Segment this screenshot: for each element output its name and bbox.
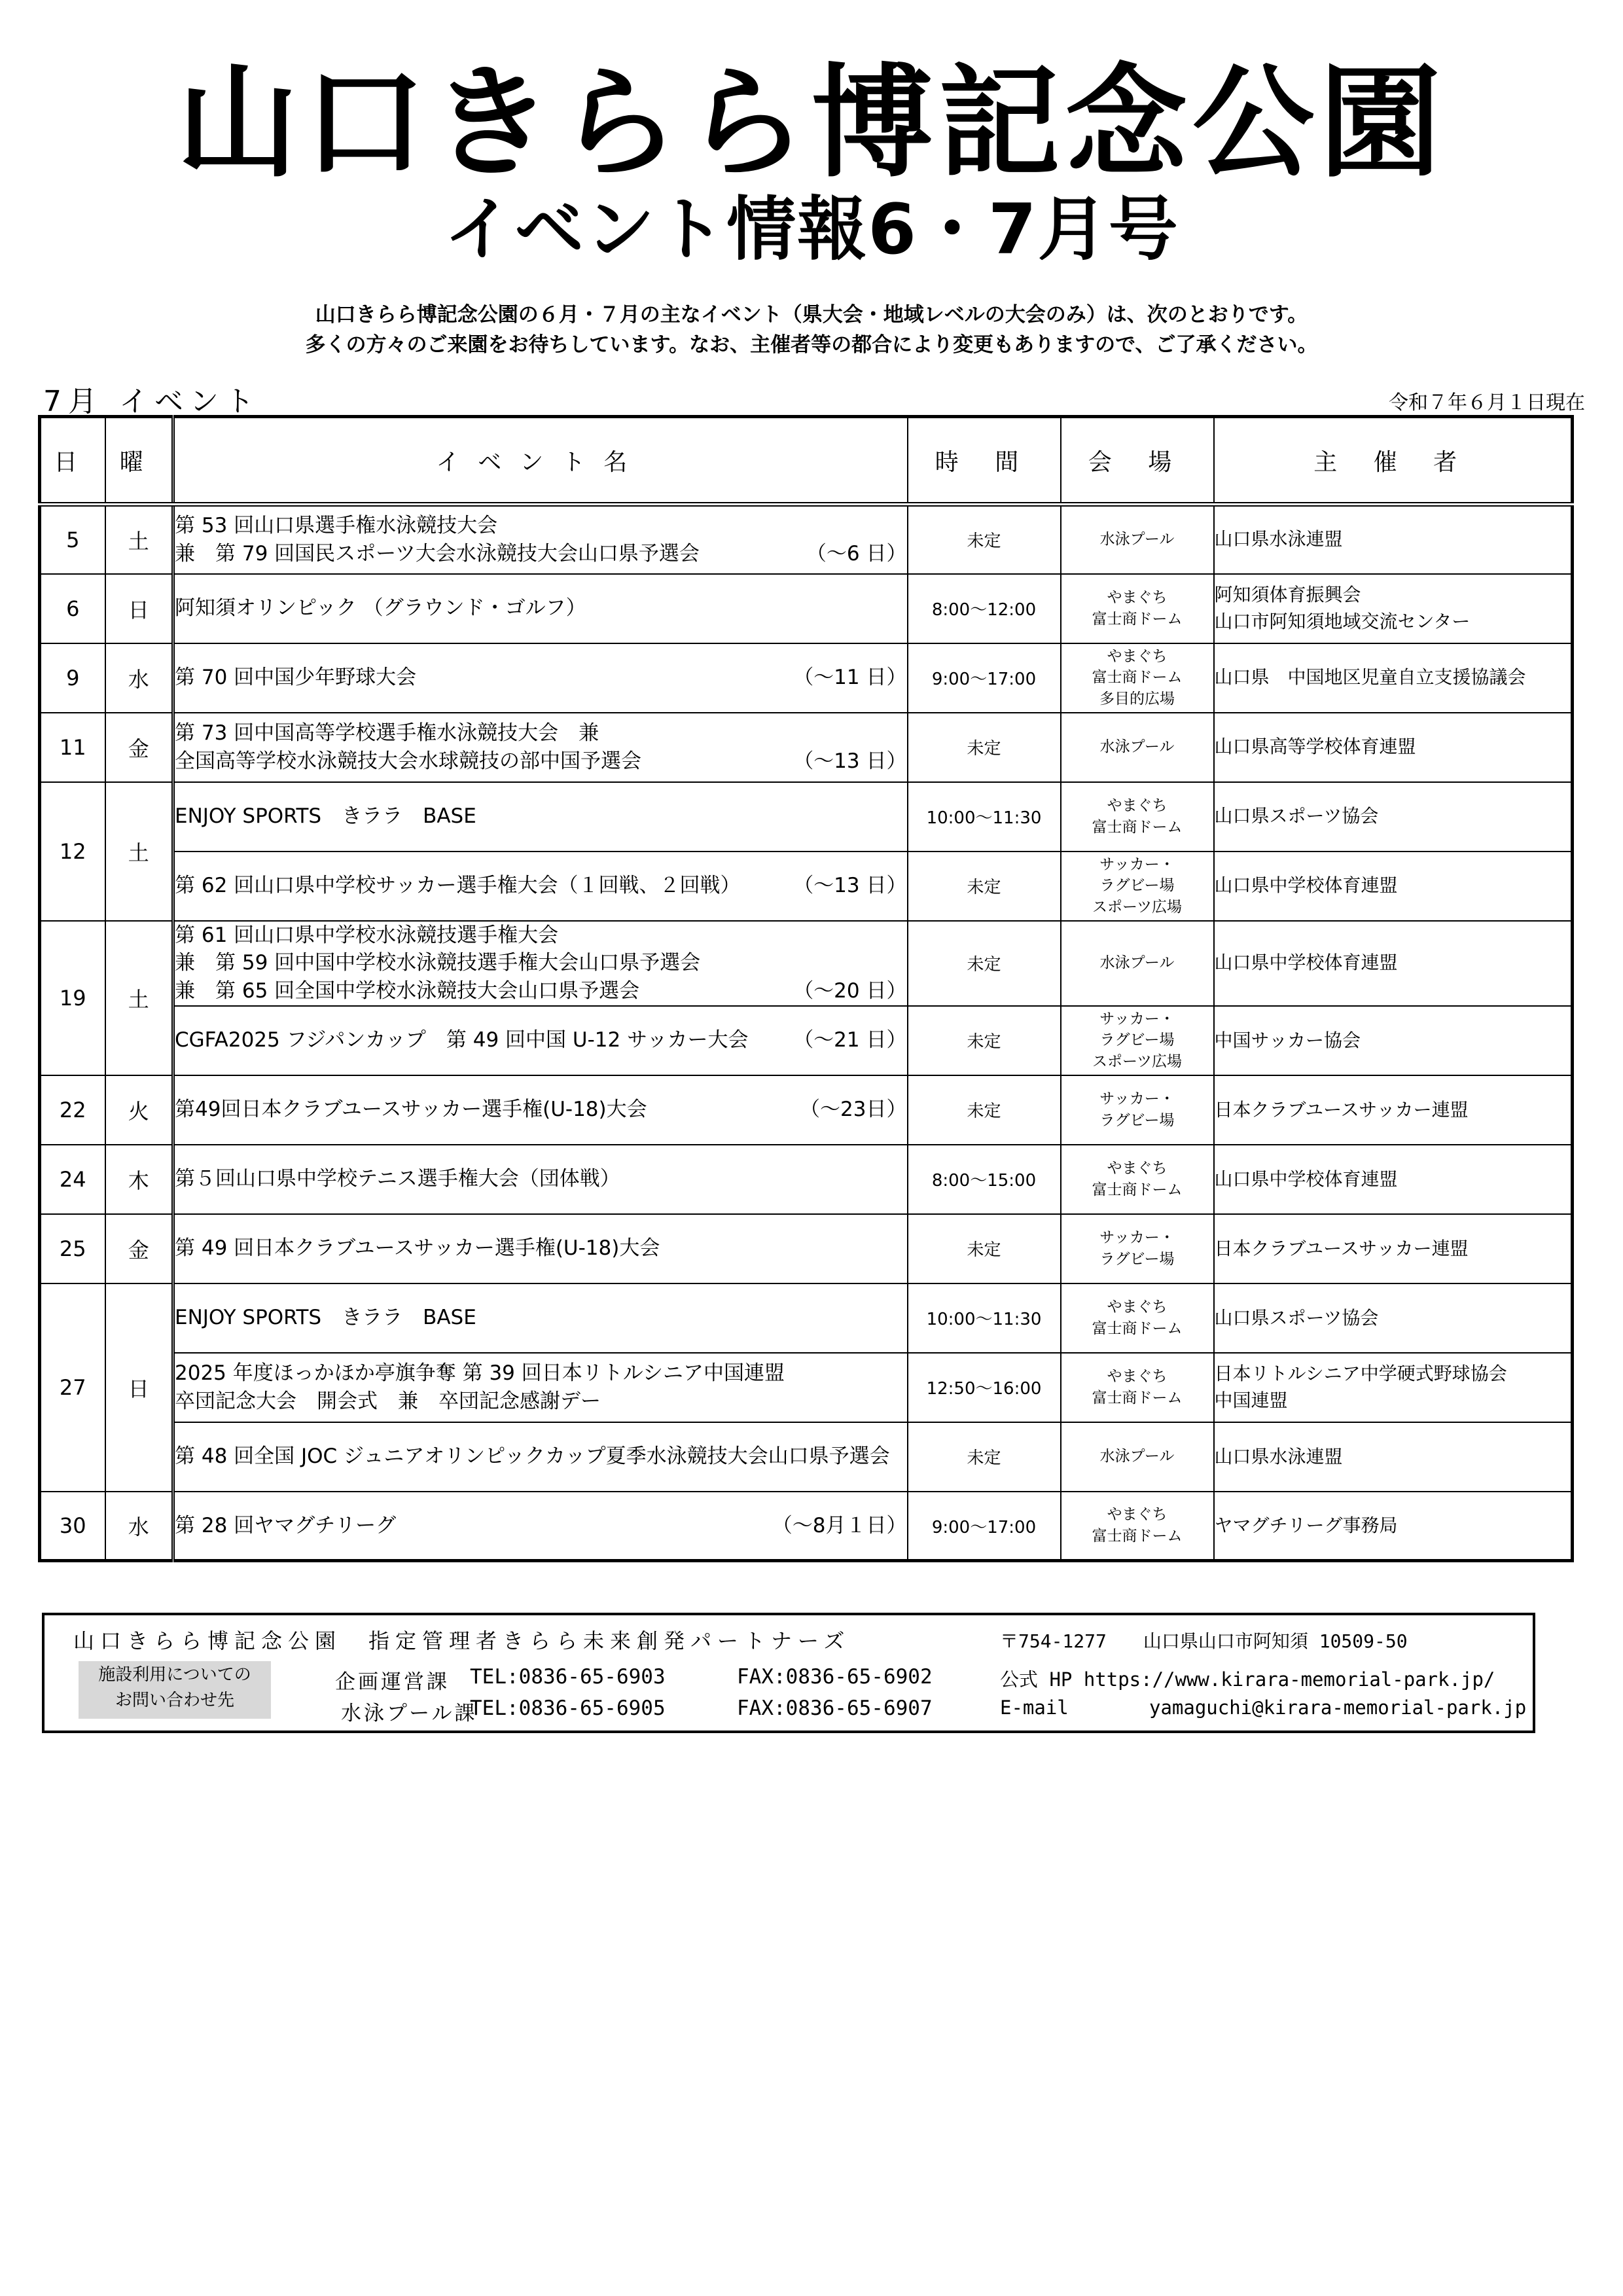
email-label: E-mail xyxy=(1000,1696,1069,1719)
organizer-cell xyxy=(1214,1422,1573,1492)
footer-title: 山口きらら博記念公園 指定管理者きらら未来創発パートナーズ xyxy=(73,1628,851,1653)
day-cell: 6 xyxy=(40,574,105,643)
header-venue: 会 場 xyxy=(1061,417,1214,505)
organizer-cell xyxy=(1214,1283,1573,1353)
event-name-line xyxy=(175,719,907,747)
event-period: （～6 日） xyxy=(806,541,907,565)
time-cell: 8:00～15:00 xyxy=(908,1145,1061,1214)
event-period: （～13 日） xyxy=(793,874,907,898)
event-name-line xyxy=(175,1026,907,1054)
organizer-line: 山口県中学校体育連盟 xyxy=(1214,874,1398,897)
weekday-cell: 日 xyxy=(105,1283,173,1492)
table-row xyxy=(40,1492,1573,1561)
event-name-line xyxy=(175,540,907,568)
event-name-text: 第 73 回中国高等学校選手権水泳競技大会 兼 xyxy=(175,721,599,745)
venue-line: 水泳プール xyxy=(1099,1448,1175,1465)
weekday-cell: 土 xyxy=(105,921,173,1075)
organizer-line: 山口県 中国地区児童自立支援協議会 xyxy=(1214,666,1526,689)
venue-line: やまぐち xyxy=(1107,1506,1168,1524)
organizer-line: 山口県水泳連盟 xyxy=(1214,1445,1343,1467)
organizer-cell xyxy=(1214,1006,1573,1075)
event-name-line xyxy=(175,1304,907,1332)
organizer-line: 山口県中学校体育連盟 xyxy=(1214,1168,1398,1190)
table-row xyxy=(40,1075,1573,1145)
event-name-line xyxy=(175,1359,907,1388)
venue-cell xyxy=(1061,1422,1214,1492)
venue-line: サッカー・ xyxy=(1099,855,1175,873)
event-name-cell xyxy=(173,1492,908,1561)
event-name-text: 第 28 回ヤマグチリーグ xyxy=(175,1513,397,1537)
venue-line: 多目的広場 xyxy=(1099,690,1175,708)
dept1-name: 企画運営課 xyxy=(335,1670,450,1694)
time-cell: 9:00～17:00 xyxy=(908,643,1061,713)
venue-cell xyxy=(1061,713,1214,782)
event-name-cell xyxy=(173,1145,908,1214)
dept1-tel: TEL:0836-65-6903 xyxy=(470,1665,666,1689)
organizer-cell xyxy=(1214,1353,1573,1422)
event-name-text: 第 49 回日本クラブユースサッカー選手権(U-18)大会 xyxy=(175,1236,660,1261)
weekday-cell: 金 xyxy=(105,713,173,782)
venue-line: やまぐち xyxy=(1107,647,1168,665)
time-cell: 未定 xyxy=(908,1006,1061,1075)
email-link[interactable]: yamaguchi@kirara-memorial-park.jp xyxy=(1149,1696,1527,1719)
venue-line: やまぐち xyxy=(1107,588,1168,606)
weekday-cell: 日 xyxy=(105,574,173,643)
venue-line: 富士商ドーム xyxy=(1092,610,1183,628)
header-organizer: 主 催 者 xyxy=(1214,417,1573,505)
inquiry-label-line-1: 施設利用についての xyxy=(98,1665,251,1685)
as-of-date: 令和７年６月１日現在 xyxy=(1389,391,1585,414)
organizer-line: 日本リトルシニア中学硬式野球協会 xyxy=(1214,1363,1507,1385)
venue-line: ラグビー場 xyxy=(1099,1111,1175,1129)
organizer-line: 阿知須体育振興会 xyxy=(1214,583,1361,605)
header-day: 日 xyxy=(40,417,105,505)
organizer-line: 山口県中学校体育連盟 xyxy=(1214,952,1398,974)
event-name-cell xyxy=(173,852,908,921)
organizer-line: 山口県高等学校体育連盟 xyxy=(1214,736,1416,758)
event-name-cell xyxy=(173,505,908,574)
organizer-cell xyxy=(1214,505,1573,574)
header-dow: 曜 xyxy=(105,417,173,505)
event-name-text: 第 53 回山口県選手権水泳競技大会 xyxy=(175,513,498,537)
venue-cell xyxy=(1061,1214,1214,1283)
page-subtitle: イベント情報6・7月号 xyxy=(444,189,1179,270)
organizer-line: ヤマグチリーグ事務局 xyxy=(1214,1514,1398,1536)
weekday-cell: 金 xyxy=(105,1214,173,1283)
venue-line: サッカー・ xyxy=(1099,1010,1175,1028)
organizer-line: 山口県スポーツ協会 xyxy=(1214,1306,1379,1329)
event-period: （～11 日） xyxy=(793,666,907,690)
event-period: （～21 日） xyxy=(793,1028,907,1052)
time-cell: 未定 xyxy=(908,1422,1061,1492)
table-row xyxy=(40,921,1573,1006)
event-name-text: 第５回山口県中学校テニス選手権大会（団体戦） xyxy=(175,1167,620,1191)
venue-line: 富士商ドーム xyxy=(1092,669,1183,687)
event-name-cell xyxy=(173,1075,908,1145)
day-cell: 12 xyxy=(40,782,105,921)
event-name-text: 第 62 回山口県中学校サッカー選手権大会（１回戦、２回戦） xyxy=(175,874,741,898)
table-row xyxy=(40,852,1573,921)
day-cell: 22 xyxy=(40,1075,105,1145)
weekday-cell: 土 xyxy=(105,505,173,574)
organizer-cell xyxy=(1214,713,1573,782)
table-row xyxy=(40,1214,1573,1283)
event-name-line xyxy=(175,1165,907,1193)
section-label: 7月 イベント xyxy=(43,385,260,418)
event-name-cell xyxy=(173,921,908,1006)
event-name-line xyxy=(175,747,907,776)
event-name-cell xyxy=(173,1283,908,1353)
organizer-line: 山口県スポーツ協会 xyxy=(1214,805,1379,827)
event-name-text: ENJOY SPORTS きララ BASE xyxy=(175,804,476,829)
time-cell: 12:50～16:00 xyxy=(908,1353,1061,1422)
venue-cell xyxy=(1061,1492,1214,1561)
organizer-line: 山口市阿知須地域交流センター xyxy=(1214,610,1471,632)
event-name-text: 第 61 回山口県中学校水泳競技選手権大会 xyxy=(175,923,559,947)
organizer-line: 中国連盟 xyxy=(1214,1389,1288,1411)
event-name-line xyxy=(175,1234,907,1263)
event-name-line xyxy=(175,664,907,692)
venue-line: 水泳プール xyxy=(1099,531,1175,548)
venue-cell xyxy=(1061,782,1214,852)
organizer-cell xyxy=(1214,643,1573,713)
venue-cell xyxy=(1061,1145,1214,1214)
organizer-cell xyxy=(1214,1075,1573,1145)
event-name-cell xyxy=(173,713,908,782)
venue-line: 富士商ドーム xyxy=(1092,1319,1183,1337)
time-cell: 未定 xyxy=(908,921,1061,1006)
event-name-line xyxy=(175,977,907,1005)
header-time: 時 間 xyxy=(908,417,1061,505)
venue-line: やまぐち xyxy=(1107,1299,1168,1316)
event-name-text: 兼 第 79 回国民スポーツ大会水泳競技大会山口県予選会 xyxy=(175,541,700,565)
venue-line: 水泳プール xyxy=(1099,738,1175,756)
venue-cell xyxy=(1061,1283,1214,1353)
day-cell: 27 xyxy=(40,1283,105,1492)
event-period: （～23日） xyxy=(800,1098,907,1122)
dept2-name: 水泳プール課 xyxy=(341,1702,478,1725)
event-name-line xyxy=(175,512,907,540)
venue-line: スポーツ広場 xyxy=(1092,898,1183,916)
day-cell: 25 xyxy=(40,1214,105,1283)
time-cell: 8:00～12:00 xyxy=(908,574,1061,643)
inquiry-label-line-2: お問い合わせ先 xyxy=(115,1691,234,1710)
event-name-text: ENJOY SPORTS きララ BASE xyxy=(175,1306,476,1330)
venue-line: やまぐち xyxy=(1107,1160,1168,1177)
weekday-cell: 木 xyxy=(105,1145,173,1214)
event-name-line xyxy=(175,922,907,950)
page-title: 山口きらら博記念公園 xyxy=(176,52,1446,194)
venue-cell xyxy=(1061,852,1214,921)
contact-footer xyxy=(42,1613,1535,1733)
events-table xyxy=(38,415,1574,1562)
weekday-cell: 水 xyxy=(105,1492,173,1561)
time-cell: 未定 xyxy=(908,1075,1061,1145)
venue-line: やまぐち xyxy=(1107,1368,1168,1386)
time-cell: 未定 xyxy=(908,852,1061,921)
day-cell: 5 xyxy=(40,505,105,574)
event-period: （～13 日） xyxy=(793,749,907,773)
time-cell: 10:00～11:30 xyxy=(908,1283,1061,1353)
organizer-cell xyxy=(1214,921,1573,1006)
venue-line: スポーツ広場 xyxy=(1092,1053,1183,1071)
event-name-cell xyxy=(173,782,908,852)
weekday-cell: 土 xyxy=(105,782,173,921)
organizer-line: 中国サッカー協会 xyxy=(1214,1029,1361,1051)
event-name-cell xyxy=(173,1214,908,1283)
event-name-text: 全国高等学校水泳競技大会水球競技の部中国予選会 xyxy=(175,749,641,773)
event-name-cell xyxy=(173,1422,908,1492)
event-name-text: 阿知須オリンピック （グラウンド・ゴルフ） xyxy=(175,596,586,620)
event-name-text: 第49回日本クラブユースサッカー選手権(U-18)大会 xyxy=(175,1098,647,1122)
table-header-row xyxy=(40,417,1573,505)
event-name-cell xyxy=(173,574,908,643)
event-name-text: 2025 年度ほっかほか亭旗争奪 第 39 回日本リトルシニア中国連盟 xyxy=(175,1361,785,1386)
organizer-cell xyxy=(1214,1492,1573,1561)
event-name-line xyxy=(175,872,907,900)
day-cell: 9 xyxy=(40,643,105,713)
event-name-text: CGFA2025 フジパンカップ 第 49 回中国 U-12 サッカー大会 xyxy=(175,1028,749,1052)
day-cell: 11 xyxy=(40,713,105,782)
event-name-line xyxy=(175,1512,907,1540)
table-row xyxy=(40,1422,1573,1492)
table-row xyxy=(40,1353,1573,1422)
event-name-text: 卒団記念大会 開会式 兼 卒団記念感謝デー xyxy=(175,1389,601,1413)
table-row xyxy=(40,1283,1573,1353)
venue-line: ラグビー場 xyxy=(1099,877,1175,895)
time-cell: 未定 xyxy=(908,713,1061,782)
table-row xyxy=(40,643,1573,713)
organizer-cell xyxy=(1214,574,1573,643)
time-cell: 未定 xyxy=(908,505,1061,574)
table-row xyxy=(40,505,1573,574)
time-cell: 9:00～17:00 xyxy=(908,1492,1061,1561)
inquiry-label-box xyxy=(79,1661,271,1719)
weekday-cell: 火 xyxy=(105,1075,173,1145)
website-link[interactable]: 公式 HP https://www.kirara-memorial-park.jp/ xyxy=(1000,1668,1495,1691)
intro-line-1: 山口きらら博記念公園の６月・７月の主なイベント（県大会・地域レベルの大会のみ）は、次のとおりです。 xyxy=(315,303,1308,327)
venue-line: 富士商ドーム xyxy=(1092,1389,1183,1407)
table-row xyxy=(40,1145,1573,1214)
event-name-line xyxy=(175,1096,907,1124)
table-row xyxy=(40,782,1573,852)
dept2-tel: TEL:0836-65-6905 xyxy=(470,1696,666,1720)
organizer-line: 山口県水泳連盟 xyxy=(1214,528,1343,550)
event-name-line xyxy=(175,949,907,977)
venue-cell xyxy=(1061,1006,1214,1075)
organizer-cell xyxy=(1214,852,1573,921)
organizer-line: 日本クラブユースサッカー連盟 xyxy=(1214,1237,1469,1259)
organizer-cell xyxy=(1214,1145,1573,1214)
organizer-cell xyxy=(1214,782,1573,852)
venue-cell xyxy=(1061,505,1214,574)
table-row xyxy=(40,574,1573,643)
event-name-line xyxy=(175,594,907,622)
venue-line: 富士商ドーム xyxy=(1092,1528,1183,1545)
venue-line: 富士商ドーム xyxy=(1092,818,1183,836)
dept1-fax: FAX:0836-65-6902 xyxy=(737,1665,933,1689)
event-name-cell xyxy=(173,1006,908,1075)
organizer-cell xyxy=(1214,1214,1573,1283)
day-cell: 30 xyxy=(40,1492,105,1561)
venue-line: やまぐち xyxy=(1107,797,1168,814)
venue-cell xyxy=(1061,921,1214,1006)
venue-cell xyxy=(1061,643,1214,713)
organizer-line: 日本クラブユースサッカー連盟 xyxy=(1214,1098,1469,1121)
time-cell: 未定 xyxy=(908,1214,1061,1283)
venue-line: 水泳プール xyxy=(1099,954,1175,972)
venue-cell xyxy=(1061,1075,1214,1145)
day-cell: 24 xyxy=(40,1145,105,1214)
venue-line: サッカー・ xyxy=(1099,1229,1175,1247)
events-body xyxy=(40,505,1573,1561)
dept2-fax: FAX:0836-65-6907 xyxy=(737,1696,933,1720)
event-period: （～20 日） xyxy=(793,979,907,1003)
event-name-line xyxy=(175,1443,907,1471)
venue-line: ラグビー場 xyxy=(1099,1250,1175,1268)
event-name-text: 兼 第 65 回全国中学校水泳競技大会山口県予選会 xyxy=(175,979,640,1003)
time-cell: 10:00～11:30 xyxy=(908,782,1061,852)
weekday-cell: 水 xyxy=(105,643,173,713)
event-name-line xyxy=(175,802,907,831)
table-row xyxy=(40,713,1573,782)
event-name-line xyxy=(175,1388,907,1416)
venue-cell xyxy=(1061,574,1214,643)
footer-address: 〒754-1277 山口県山口市阿知須 10509-50 xyxy=(1000,1630,1408,1652)
event-name-text: 兼 第 59 回中国中学校水泳競技選手権大会山口県予選会 xyxy=(175,951,701,975)
venue-line: サッカー・ xyxy=(1099,1090,1175,1108)
event-name-cell xyxy=(173,643,908,713)
event-name-cell xyxy=(173,1353,908,1422)
day-cell: 19 xyxy=(40,921,105,1075)
table-row xyxy=(40,1006,1573,1075)
event-name-text: 第 70 回中国少年野球大会 xyxy=(175,666,417,690)
venue-cell xyxy=(1061,1353,1214,1422)
event-period: （～8月１日） xyxy=(772,1513,907,1537)
venue-line: ラグビー場 xyxy=(1099,1031,1175,1049)
event-name-text: 第 48 回全国 JOC ジュニアオリンピックカップ夏季水泳競技大会山口県予選会 xyxy=(175,1444,890,1469)
header-event-name: イベント名 xyxy=(173,417,908,505)
venue-line: 富士商ドーム xyxy=(1092,1181,1183,1198)
intro-line-2: 多くの方々のご来園をお待ちしています。なお、主催者等の都合により変更もありますので、ご了承ください。 xyxy=(305,333,1318,357)
